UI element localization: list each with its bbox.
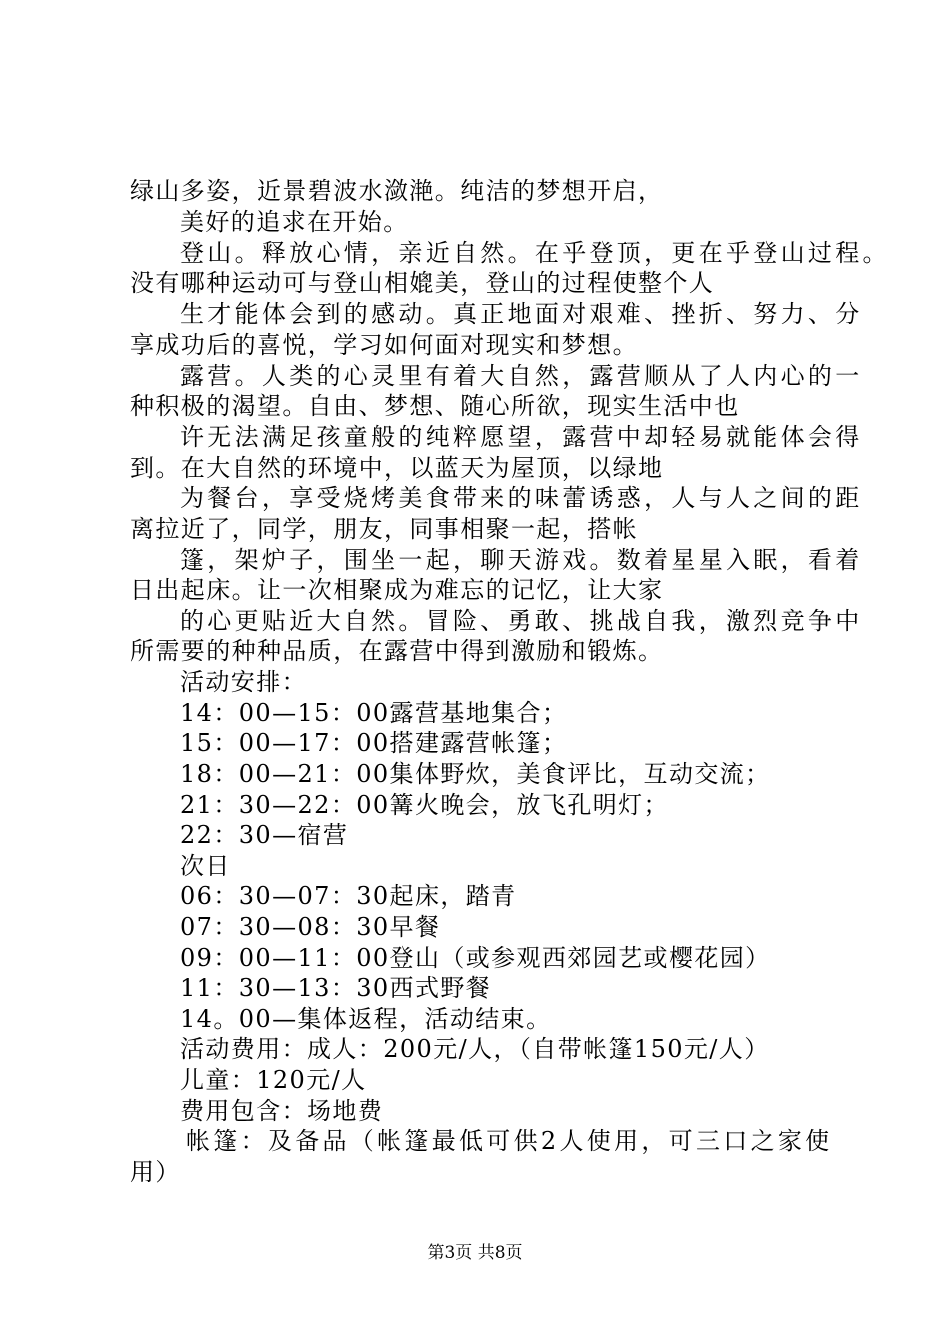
text-line: 到。在大自然的环境中，以蓝天为屋顶，以绿地 bbox=[130, 454, 664, 482]
schedule-item: 15：00—17：00搭建露营帐篷； bbox=[180, 729, 568, 757]
text-line: 用） bbox=[130, 1158, 181, 1186]
schedule-item: 22：30—宿营 bbox=[180, 821, 349, 849]
schedule-item: 21：30—22：00篝火晚会，放飞孔明灯； bbox=[180, 791, 669, 819]
schedule-item: 14：00—15：00露营基地集合； bbox=[180, 699, 568, 727]
text-line: 活动安排： bbox=[180, 668, 307, 696]
schedule-item: 09：00—11：00登山（或参观西郊园艺或樱花园） bbox=[180, 944, 771, 972]
text-line: 次日 bbox=[180, 852, 231, 880]
text-line: 享成功后的喜悦，学习如何面对现实和梦想。 bbox=[130, 331, 638, 359]
text-line: 生才能体会到的感动。真正地面对艰难、挫折、努力、分 bbox=[180, 300, 863, 328]
text-line: 没有哪种运动可与登山相媲美，登山的过程使整个人 bbox=[130, 269, 715, 297]
text-line: 的心更贴近大自然。冒险、勇敢、挑战自我，激烈竞争中 bbox=[180, 607, 863, 635]
schedule-item: 14。00—集体返程，活动结束。 bbox=[180, 1005, 552, 1033]
fee-line: 儿童：120元/人 bbox=[180, 1066, 367, 1094]
fee-line: 费用包含：场地费 bbox=[180, 1097, 384, 1125]
fee-line: 活动费用：成人：200元/人，（自带帐篷150元/人） bbox=[180, 1035, 770, 1063]
schedule-item: 18：00—21：00集体野炊，美食评比，互动交流； bbox=[180, 760, 771, 788]
text-line: 篷，架炉子，围坐一起，聊天游戏。数着星星入眠，看着 bbox=[180, 546, 863, 574]
text-line: 绿山多姿，近景碧波水潋滟。纯洁的梦想开启， bbox=[130, 177, 664, 205]
text-line: 许无法满足孩童般的纯粹愿望，露营中却轻易就能体会得 bbox=[180, 423, 863, 451]
schedule-item: 11：30—13：30西式野餐 bbox=[180, 974, 492, 1002]
schedule-item: 06：30—07：30起床，踏青 bbox=[180, 882, 517, 910]
text-line: 登山。释放心情，亲近自然。在乎登顶，更在乎登山过程。 bbox=[180, 239, 890, 267]
text-line: 所需要的种种品质，在露营中得到激励和锻炼。 bbox=[130, 637, 664, 665]
text-line: 露营。人类的心灵里有着大自然，露营顺从了人内心的一 bbox=[180, 362, 863, 390]
page-indicator: 第3页 共8页 bbox=[427, 1243, 523, 1263]
text-line: 离拉近了，同学，朋友，同事相聚一起，搭帐 bbox=[130, 515, 638, 543]
text-line: 日出起床。让一次相聚成为难忘的记忆，让大家 bbox=[130, 576, 664, 604]
text-line: 种积极的渴望。自由、梦想、随心所欲，现实生活中也 bbox=[130, 392, 740, 420]
text-line: 美好的追求在开始。 bbox=[180, 208, 409, 236]
fee-line: 帐篷：及备品（帐篷最低可供2人使用，可三口之家使 bbox=[186, 1127, 833, 1155]
schedule-item: 07：30—08：30早餐 bbox=[180, 913, 441, 941]
text-line: 为餐台，享受烧烤美食带来的味蕾诱惑，人与人之间的距 bbox=[180, 484, 863, 512]
